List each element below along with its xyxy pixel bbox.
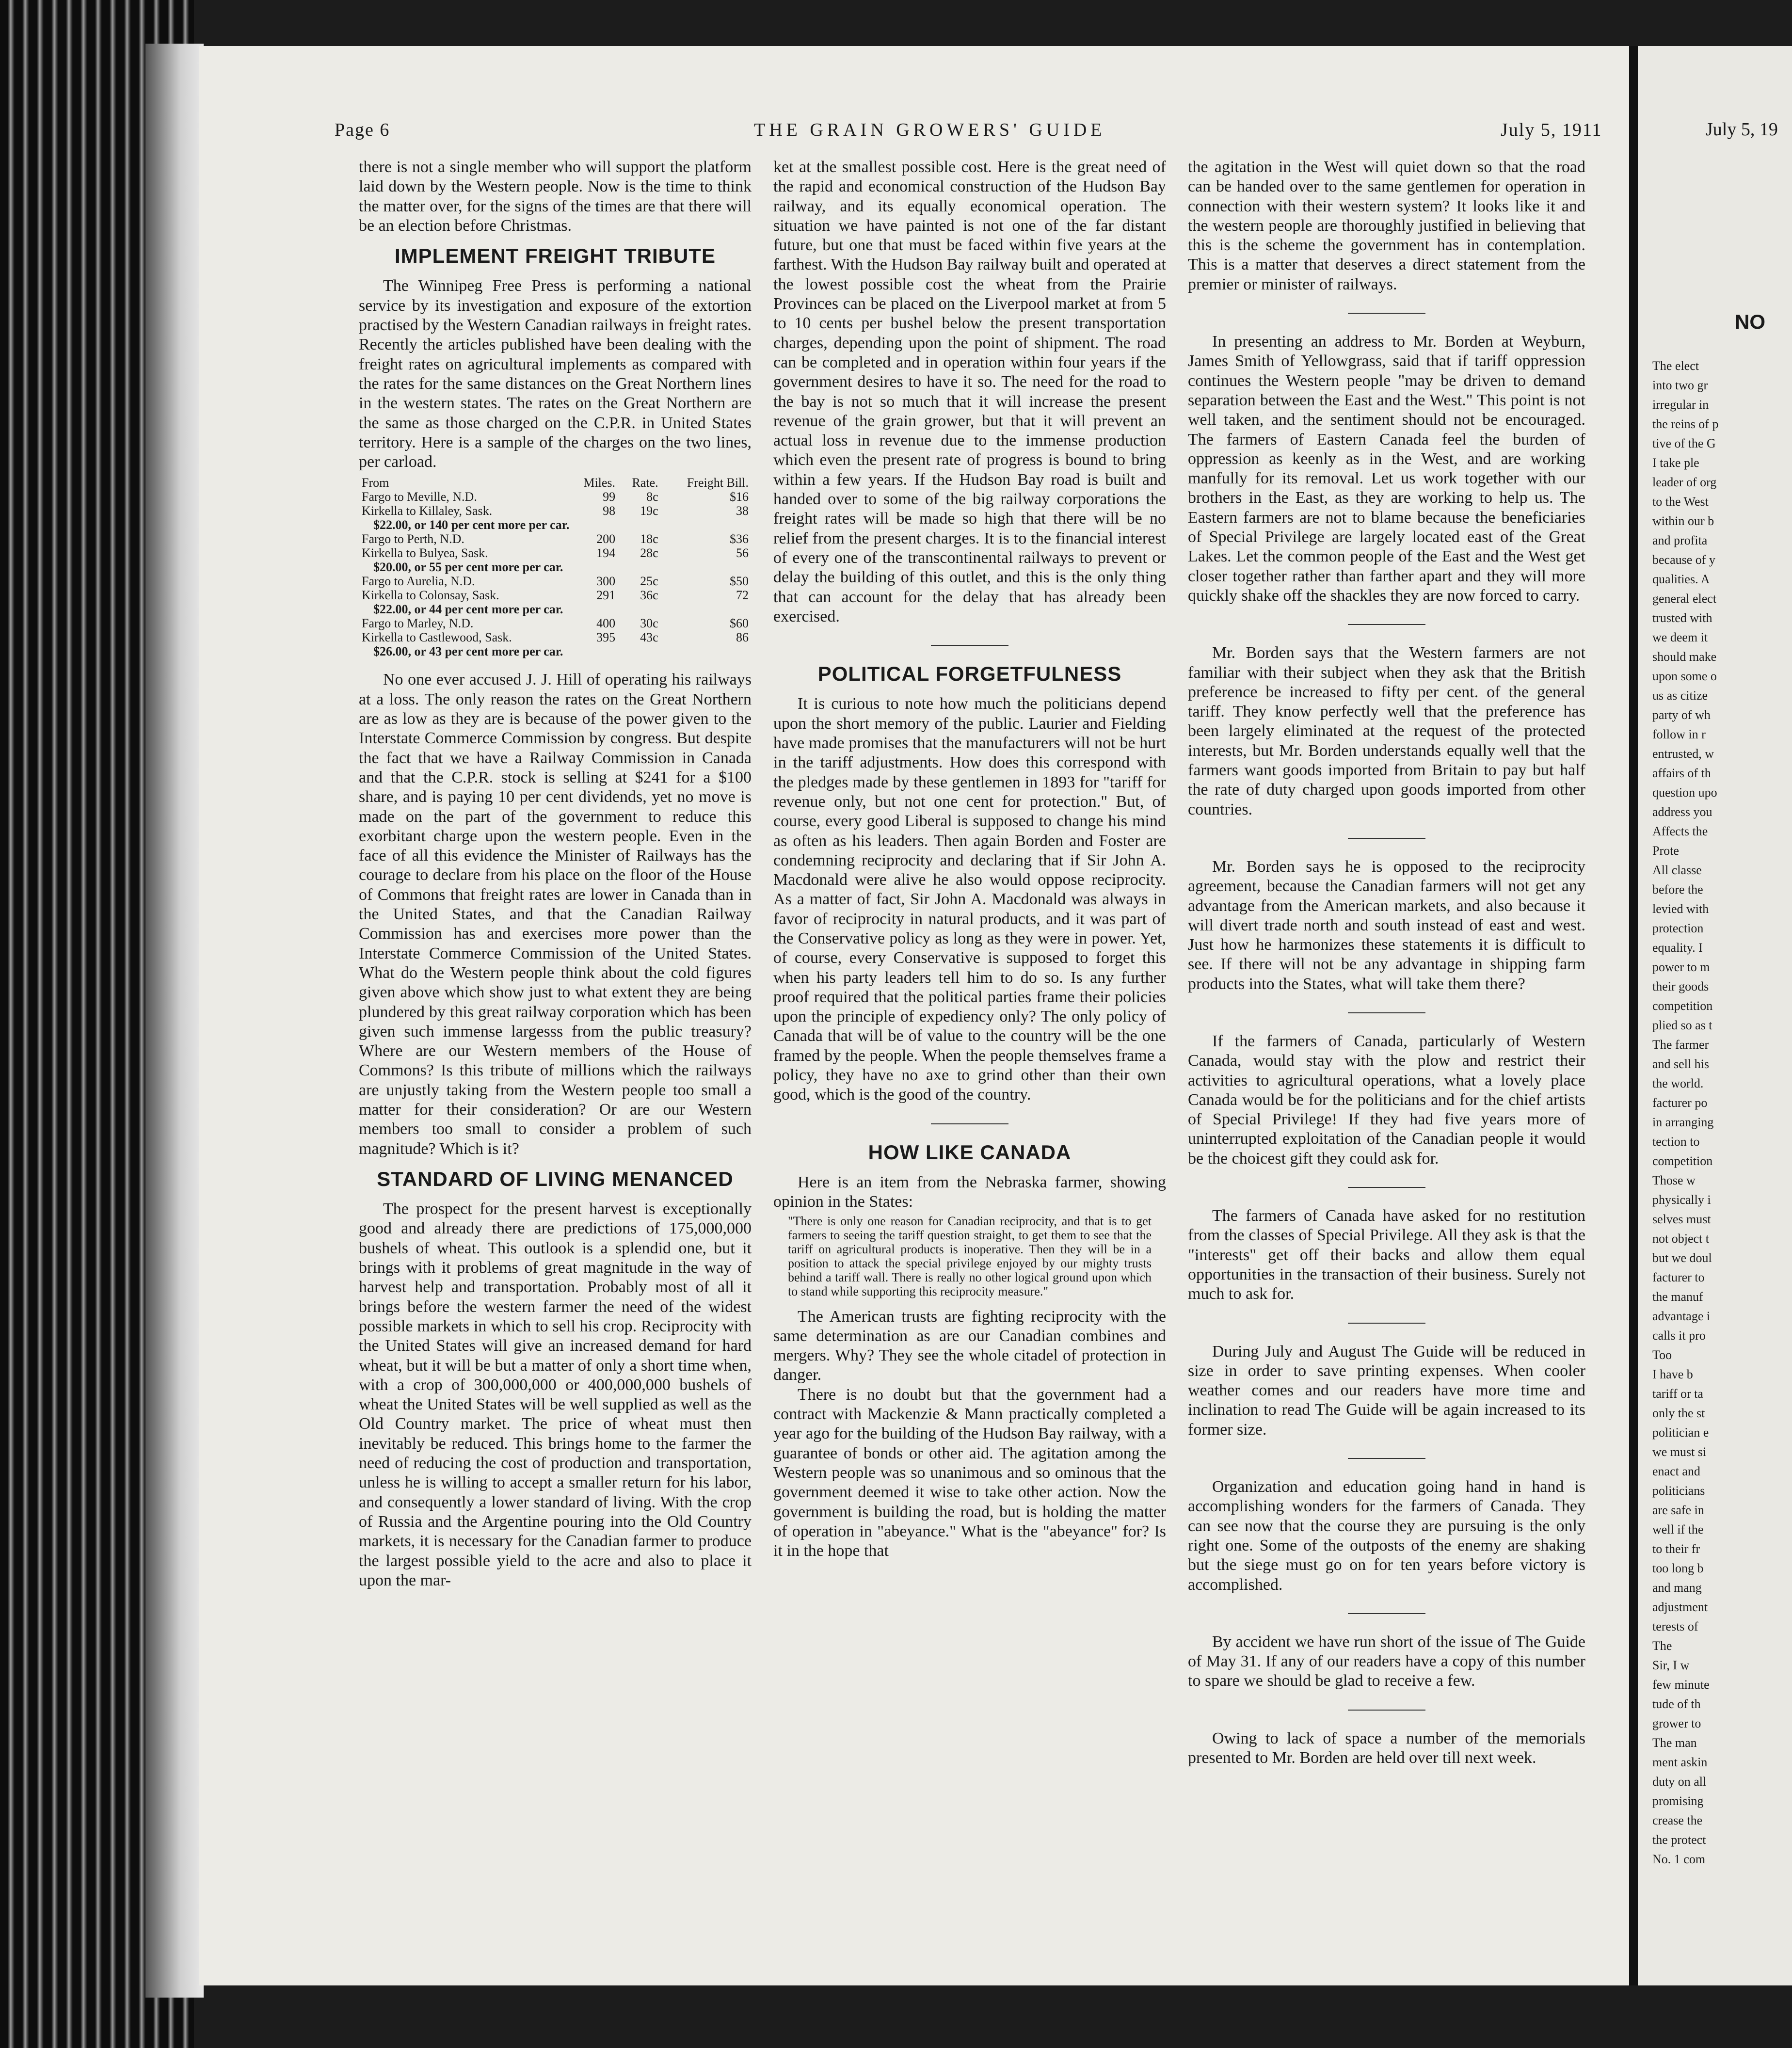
freight-cell: 25c xyxy=(640,574,658,589)
facing-page-line: politician e xyxy=(1652,1425,1709,1440)
divider xyxy=(1348,1710,1425,1711)
freight-note: $22.00, or 44 per cent more per car. xyxy=(373,602,563,617)
facing-page-line: in arranging xyxy=(1652,1115,1714,1129)
divider xyxy=(1348,1187,1425,1188)
freight-cell: Fargo to Meville, N.D. xyxy=(362,490,477,504)
nebraska-quote: "There is only one reason for Canadian reciprocity, and that is to get farmers to seeing the tariff question straight, to get them to see that the tariff on agricultural products is inoperative. Then they will be in a position to attack the special privilege enjoyed by our mighty trusts behind a tariff wall. There is really no other logical ground upon which to stand while supporting this reciprocity measure." xyxy=(788,1214,1152,1298)
facing-page-date: July 5, 19 xyxy=(1706,119,1778,140)
facing-page-line: irregular in xyxy=(1652,398,1709,412)
freight-note-row xyxy=(359,602,752,616)
editorial-paragraph-3: Mr. Borden says that the Western farmers are not familiar with their subject when they ask that the British preference be increased to fifty per cent. of the general tariff. They know perfectly well that the preference has been largely eliminated at the request of the protected interests, but Mr. Borden understands equally well that the farmers want goods imported from Britain to pay but half the rate of duty charged upon goods imported from other countries. xyxy=(1188,644,1585,818)
freight-cell: $60 xyxy=(730,616,749,631)
freight-cell: 43c xyxy=(640,630,658,645)
column-1 xyxy=(359,158,752,1590)
implement-paragraph-1: The Winnipeg Free Press is performing a national service by its investigation and exposure of the extortion practised by the Western Canadian railways in freight rates. Recently the articles published have been dealing with the freight rates on agricultural implements as compared with the rates for the same distances on the Great Northern lines in the western states. The rates on the Great Northern are the same as those charged on the C.P.R. in United States territory. Here is a sample of the charges on the two lines, per carload. xyxy=(359,277,752,471)
divider xyxy=(1348,1323,1425,1324)
facing-page-line: well if the xyxy=(1652,1522,1704,1536)
freight-cell: 395 xyxy=(596,630,616,645)
facing-page-line: not object t xyxy=(1652,1232,1709,1246)
facing-page-line: tection to xyxy=(1652,1135,1700,1149)
facing-page-line: All classe xyxy=(1652,863,1702,877)
freight-table-header: Rate. xyxy=(632,476,658,490)
freight-cell: Kirkella to Bulyea, Sask. xyxy=(362,546,488,560)
freight-cell: 28c xyxy=(640,546,658,560)
freight-cell: 86 xyxy=(736,630,749,645)
political-paragraph: It is curious to note how much the politicians depend upon the short memory of the public. Laurier and Fielding have made promises that the manufacturers will not be hurt in the tariff adjustments. How does this correspond with the pledges made by these gentlemen in 1893 for "tariff for revenue only, but not one cent for protection." But, of course, every good Liberal is supposed to change his mind as often as his leaders. Then again Borden and Foster are condemning reciprocity and declaring that if Sir John A. Macdonald were alive he also would oppose reciprocity. As a matter of fact, Sir John A. Macdonald was always in favor of reciprocity in natural products, and it was part of the Conservative policy as long as they were in power. Yet, of course, every Conservative is supposed to forget this when his party leaders tell him to do so. Is any further proof required that the political parties frame their policies upon the principle of expediency only? The only policy of Canada that will be of value to the country will be the one framed by the people. When the people themselves frame a policy, they have no axe to grind other than their own good, which is the good of the country. xyxy=(773,695,1166,1104)
freight-row xyxy=(359,532,752,546)
freight-cell: 291 xyxy=(596,588,616,603)
facing-page-line: within our b xyxy=(1652,514,1714,528)
facing-page-line: to their fr xyxy=(1652,1542,1700,1556)
facing-page-line: adjustment xyxy=(1652,1600,1708,1614)
freight-note: $26.00, or 43 per cent more per car. xyxy=(373,644,563,659)
freight-cell: 300 xyxy=(596,574,616,589)
editorial-paragraph-2: In presenting an address to Mr. Borden at Weyburn, James Smith of Yellowgrass, said that if tariff oppression continues the Western people "may be driven to demand separation between the East and the West." This point is not well taken, and the sentiment should not be encouraged. The farmers of Eastern Canada feel the burden of oppression as keenly as in the West, and are working manfully for its removal. Let us work together with our brothers in the East, as they are working to help us. The Eastern farmers are not to blame because the beneficiaries of Special Privilege are largely located east of the Great Lakes. Let the common people of the East and the West get closer together rather than farther apart and they will more quickly shake off the shackles they are now forced to carry. xyxy=(1188,333,1585,605)
facing-page-line: we must si xyxy=(1652,1445,1707,1459)
facing-page-line: levied with xyxy=(1652,902,1709,916)
facing-page-line: leader of org xyxy=(1652,475,1717,489)
facing-page-line: protection xyxy=(1652,921,1704,935)
freight-note-row xyxy=(359,518,752,532)
facing-page-line: Affects the xyxy=(1652,824,1708,838)
facing-page-line: duty on all xyxy=(1652,1775,1707,1789)
divider xyxy=(1348,838,1425,839)
facing-page-line: plied so as t xyxy=(1652,1018,1712,1032)
divider xyxy=(1348,1613,1425,1614)
facing-page-line: and sell his xyxy=(1652,1057,1709,1071)
facing-page-line: grower to xyxy=(1652,1716,1701,1730)
facing-page-line: tariff or ta xyxy=(1652,1387,1703,1401)
facing-page-line: the manuf xyxy=(1652,1290,1703,1304)
freight-cell: 38 xyxy=(736,504,749,518)
freight-table-header: Freight Bill. xyxy=(687,476,749,490)
freight-cell: 36c xyxy=(640,588,658,603)
freight-cell: 194 xyxy=(596,546,616,560)
facing-page-line: I have b xyxy=(1652,1367,1693,1381)
facing-page-line: general elect xyxy=(1652,592,1717,606)
facing-page-line: and mang xyxy=(1652,1581,1702,1595)
facing-page-line: calls it pro xyxy=(1652,1328,1706,1343)
implement-paragraph-2: No one ever accused J. J. Hill of operating his railways at a loss. The only reason the rates on the Great Northern are as low as they are is because of the power given to the Interstate Commerce Commission by congress. But despite the fact that we have a Railway Commission in Canada and that the C.P.R. stock is selling at $241 for a $100 share, and is paying 10 per cent dividends, yet no move is made on the part of the government to reduce this exorbitant charge upon the western people. Even in the face of all this evidence the Minister of Railways has the courage to declare from his place on the floor of the House of Commons that freight rates are lower in Canada than in the United States, and that the Canadian Railway Commission has and exercises more power than the Interstate Commerce Commission of the United States. What do the Western people think about the cold figures given above which show just to what extent they are being plundered by this great railway corporation which has been given such immense largesss from the public treasury? Where are our Western members of the House of Commons? Is this tribute of millions which the railways are unjustly taking from the Western people too small a matter for their consideration? Or are our Western members too small to consider a problem of such magnitude? Which is it? xyxy=(359,671,752,1158)
freight-cell: 200 xyxy=(596,532,616,546)
freight-cell: 18c xyxy=(640,532,658,546)
facing-page-line: upon some o xyxy=(1652,669,1717,683)
facing-page-line: should make xyxy=(1652,650,1717,664)
freight-cell: Fargo to Perth, N.D. xyxy=(362,532,464,546)
facing-page-line: their goods xyxy=(1652,979,1709,993)
facing-page-line: Prote xyxy=(1652,844,1679,858)
freight-cell: Kirkella to Killaley, Sask. xyxy=(362,504,493,518)
divider xyxy=(931,645,1008,646)
facing-page-line: Too xyxy=(1652,1348,1672,1362)
freight-row xyxy=(359,588,752,602)
facing-page-line: facturer to xyxy=(1652,1270,1705,1284)
freight-row xyxy=(359,616,752,630)
facing-page-line: The man xyxy=(1652,1736,1697,1750)
freight-cell: 56 xyxy=(736,546,749,560)
facing-page-line: but we doul xyxy=(1652,1251,1712,1265)
freight-table-header: Miles. xyxy=(583,476,616,490)
issue-date: July 5, 1911 xyxy=(1501,120,1602,140)
facing-page-line: too long b xyxy=(1652,1561,1704,1575)
facing-page-line: promising xyxy=(1652,1794,1704,1808)
freight-cell: 72 xyxy=(736,588,749,603)
facing-page-column xyxy=(1652,356,1774,1869)
facing-page-heading: NO xyxy=(1735,310,1765,333)
page-label: Page 6 xyxy=(335,120,390,140)
standard-paragraph-1: The prospect for the present harvest is exceptionally good and already there are predictions of 175,000,000 bushels of wheat. This outlook is a splendid one, but it brings with it problems of great magnitude in the way of harvest help and transportation. Probably most of all it brings before the western farmer the need of the widest possible markets in which to sell his crop. Reciprocity with the United States will give an increased demand for hard wheat, but it will be but a matter of only a short time when, with a crop of 300,000,000 or 400,000,000 bushels of wheat the United States will be well supplied as well as the Old Country market. The price of wheat must then inevitably be reduced. This brings home to the farmer the need of reducing the cost of production and transportation, unless he is willing to accept a smaller return for his labor, and consequently a lower standard of living. With the crop of Russia and the Argentine pouring into the Old Country markets, it is necessary for the Canadian farmer to produce the largest possible yield to the acre and also to place it upon the mar- xyxy=(359,1200,752,1589)
freight-cell: 400 xyxy=(596,616,616,631)
facing-page-line: competition xyxy=(1652,999,1713,1013)
freight-cell: $16 xyxy=(730,490,749,504)
freight-note: $22.00, or 140 per cent more per car. xyxy=(373,518,570,532)
facing-page-line: only the st xyxy=(1652,1406,1705,1420)
divider xyxy=(1348,1012,1425,1013)
facing-page-line: tude of th xyxy=(1652,1697,1701,1711)
freight-table-header: From xyxy=(362,476,389,490)
freight-cell: $36 xyxy=(730,532,749,546)
editorial-paragraph-10: Owing to lack of space a number of the memorials presented to Mr. Borden are held over till next week. xyxy=(1188,1729,1585,1767)
facing-page-line: The xyxy=(1652,1639,1672,1653)
facing-page-line: advantage i xyxy=(1652,1309,1711,1323)
facing-page-line: into two gr xyxy=(1652,378,1708,392)
editorial-paragraph-1: the agitation in the West will quiet down so that the road can be handed over to the same gentlemen for operation in connection with their western system? It looks like it and the western people are thoroughly justified in believing that this is the scheme the government has in contemplation. This is a matter that deserves a direct statement from the premier or minister of railways. xyxy=(1188,158,1585,293)
facing-page-line: address you xyxy=(1652,805,1712,819)
facing-page-line: terests of xyxy=(1652,1619,1698,1633)
facing-page-line: party of wh xyxy=(1652,708,1711,722)
facing-page-line: the protect xyxy=(1652,1833,1706,1847)
facing-page-line: I take ple xyxy=(1652,456,1699,470)
facing-page-line: the reins of p xyxy=(1652,417,1719,431)
facing-page-line: qualities. A xyxy=(1652,572,1710,586)
freight-cell: Fargo to Aurelia, N.D. xyxy=(362,574,475,589)
facing-page-line: physically i xyxy=(1652,1193,1711,1207)
facing-page-line: because of y xyxy=(1652,553,1715,567)
intro-paragraph: there is not a single member who will support the platform laid down by the Western people. Now is the time to think the matter over, for the signs of the times are that there will be an election before Christmas. xyxy=(359,158,752,235)
facing-page xyxy=(1638,46,1792,1985)
freight-note: $20.00, or 55 per cent more per car. xyxy=(373,560,563,575)
howlike-paragraph-1: Here is an item from the Nebraska farmer, showing opinion in the States: xyxy=(773,1173,1166,1211)
divider xyxy=(931,1123,1008,1124)
column-2 xyxy=(773,158,1166,1561)
freight-row xyxy=(359,490,752,504)
howlike-paragraph-2: The American trusts are fighting reciprocity with the same determination as are our Canadian combines and mergers. Why? They see the whole citadel of protection in danger. xyxy=(773,1307,1166,1384)
freight-cell: Kirkella to Colonsay, Sask. xyxy=(362,588,499,603)
facing-page-line: entrusted, w xyxy=(1652,747,1714,761)
freight-row xyxy=(359,574,752,588)
facing-page-line: The elect xyxy=(1652,359,1699,373)
facing-page-line: The farmer xyxy=(1652,1038,1709,1052)
freight-cell: 30c xyxy=(640,616,658,631)
facing-page-line: equality. I xyxy=(1652,941,1703,955)
editorial-paragraph-9: By accident we have run short of the issue of The Guide of May 31. If any of our readers have a copy of this number to spare we should be glad to receive a few. xyxy=(1188,1632,1585,1690)
facing-page-line: question upo xyxy=(1652,785,1717,800)
editorial-paragraph-5: If the farmers of Canada, particularly of Western Canada, would stay with the plow and restrict their activities to agricultural operations, what a lovely place Canada would be for the politicians and for the chief artists of Special Privilege! If they had five years more of uninterrupted exploitation of the Canadian people it would be the choicest gift they could ask for. xyxy=(1188,1032,1585,1168)
facing-page-line: few minute xyxy=(1652,1678,1710,1692)
divider xyxy=(1348,1458,1425,1459)
freight-cell: $50 xyxy=(730,574,749,589)
freight-cell: Fargo to Marley, N.D. xyxy=(362,616,474,631)
facing-page-line: selves must xyxy=(1652,1212,1711,1226)
facing-page-line: trusted with xyxy=(1652,611,1712,625)
facing-page-line: competition xyxy=(1652,1154,1713,1168)
facing-page-line: crease the xyxy=(1652,1813,1703,1827)
facing-page-line: before the xyxy=(1652,882,1703,896)
implement-headline: IMPLEMENT FREIGHT TRIBUTE xyxy=(395,244,716,268)
editorial-paragraph-7: During July and August The Guide will be reduced in size in order to save printing expenses. When cooler weather comes and our readers have more time and inclination to read The Guide will be again increased to its former size. xyxy=(1188,1342,1585,1439)
freight-cell: Kirkella to Castlewood, Sask. xyxy=(362,630,512,645)
facing-page-line: ment askin xyxy=(1652,1755,1708,1769)
freight-cell: 98 xyxy=(603,504,616,518)
howlike-headline: HOW LIKE CANADA xyxy=(868,1140,1072,1164)
editorial-paragraph-6: The farmers of Canada have asked for no restitution from the classes of Special Privilege. All they ask is that the "interests" get off their backs and allow them equal opportunities in the transaction of their business. Surely not much to ask for. xyxy=(1188,1207,1585,1303)
facing-page-line: affairs of th xyxy=(1652,766,1711,780)
facing-page-line: Those w xyxy=(1652,1173,1696,1187)
facing-page-line: No. 1 com xyxy=(1652,1852,1706,1866)
freight-cell: 8c xyxy=(646,490,658,504)
divider xyxy=(1348,313,1425,314)
freight-row xyxy=(359,504,752,518)
political-headline: POLITICAL FORGETFULNESS xyxy=(817,662,1122,686)
howlike-paragraph-3: There is no doubt but that the government had a contract with Mackenzie & Mann practically completed a year ago for the building of the Hudson Bay railway, with a guarantee of bonds or other aid. The agitation among the Western people was so unanimous and so ominous that the government deemed it wise to take other action. Now the government is building the road, but is holding the matter of operation in "abeyance." What is the "abeyance" for? Is it in the hope that xyxy=(773,1385,1166,1560)
page-edges xyxy=(145,44,204,1998)
facing-page-line: us as citize xyxy=(1652,688,1708,703)
facing-page-line: tive of the G xyxy=(1652,436,1716,450)
column-3 xyxy=(1188,158,1585,1768)
freight-note-row xyxy=(359,560,752,574)
facing-page-line: facturer po xyxy=(1652,1096,1708,1110)
editorial-paragraph-8: Organization and education going hand in hand is accomplishing wonders for the farmers of Canada. They can see now that the course they are pursuing is the only right one. Some of the outposts of the enemy are shaking but the siege must go on for ten years before victory is accomplished. xyxy=(1188,1478,1585,1594)
freight-cell: 99 xyxy=(603,490,616,504)
editorial-paragraph-4: Mr. Borden says he is opposed to the reciprocity agreement, because the Canadian farmers will not get any advantage from the American markets, and also because it will divert trade north and south instead of east and west. Just how he harmonizes these statements it is difficult to see. If there will not be any advantage in shipping farm products into the States, what will take them there? xyxy=(1188,857,1585,993)
freight-row xyxy=(359,630,752,644)
hudson-bay-paragraph: ket at the smallest possible cost. Here is the great need of the rapid and economical construction of the Hudson Bay railway, and its equally economical operation. The situation we have painted is not one of the far distant future, but one that must be faced within five years at the farthest. With the Hudson Bay railway built and operated at the lowest possible cost the wheat from the Prairie Provinces can be placed on the Liverpool market at from 5 to 10 cents per bushel below the present transportation charges, depending upon the point of shipment. The road can be completed and in operation within four years if the government desires to have it so. The need for the road to the bay is not so much that it will increase the present revenue of the grain grower, but that it will prevent an actual loss in revenue due to the immense production which even the present rate of progress is bound to bring within a few years. If the Hudson Bay road is built and handed over to some of the big railway corporations the freight rates will be made so high that there will be no relief from the present charges. It is to the financial interest of every one of the transcontinental railways to prevent or delay the building of this outlet, and this is the only thing that can account for the delay that has already been exercised. xyxy=(773,158,1167,625)
facing-page-line: power to m xyxy=(1652,960,1710,974)
facing-page-line: to the West xyxy=(1652,495,1709,509)
facing-page-line: and profita xyxy=(1652,533,1708,547)
facing-page-line: are safe in xyxy=(1652,1503,1704,1517)
facing-page-line: follow in r xyxy=(1652,727,1706,741)
standard-headline: STANDARD OF LIVING MENANCED xyxy=(377,1167,734,1190)
divider xyxy=(1348,624,1425,625)
facing-page-line: Sir, I w xyxy=(1652,1658,1690,1672)
masthead: THE GRAIN GROWERS' GUIDE xyxy=(754,120,1106,140)
freight-cell: 19c xyxy=(640,504,658,518)
facing-page-line: politicians xyxy=(1652,1484,1705,1498)
facing-page-line: the world. xyxy=(1652,1076,1704,1090)
freight-row xyxy=(359,546,752,560)
freight-note-row xyxy=(359,644,752,658)
freight-table xyxy=(359,476,752,658)
facing-page-line: we deem it xyxy=(1652,630,1708,644)
facing-page-line: enact and xyxy=(1652,1464,1700,1478)
